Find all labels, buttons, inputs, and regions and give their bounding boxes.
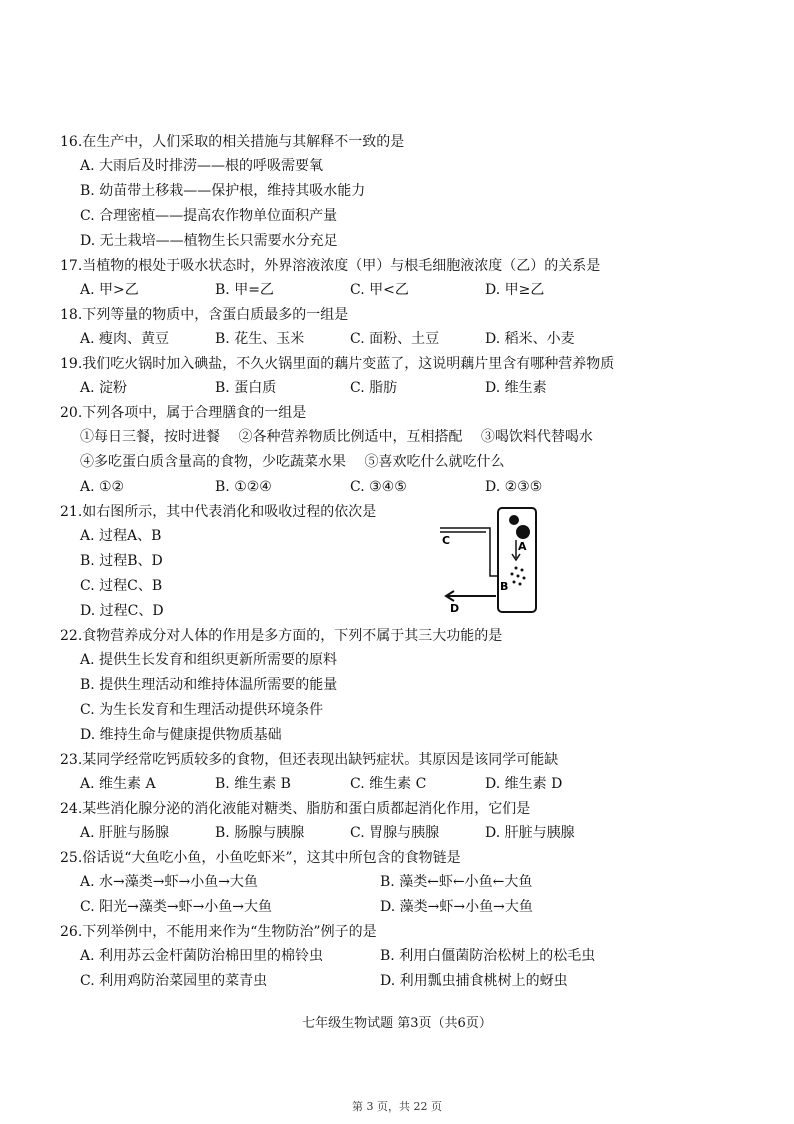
option-b: B. 肠腺与胰腺 xyxy=(215,825,305,841)
option-b: B. 幼苗带土移栽——保护根，维持其吸水能力 xyxy=(80,183,366,199)
option-a: A. 大雨后及时排涝——根的呼吸需要氧 xyxy=(80,158,324,174)
question-25 xyxy=(60,846,680,920)
options-row xyxy=(60,278,680,303)
option-d: D. 利用瓢虫捕食桃树上的蚜虫 xyxy=(380,973,568,989)
option-c: C. ③④⑤ xyxy=(350,479,407,495)
label-d: D xyxy=(450,602,460,615)
option-a: A. ①② xyxy=(80,479,125,495)
option-d: D. 无土栽培——植物生长只需要水分充足 xyxy=(80,233,338,249)
statement: ④多吃蛋白质含量高的食物，少吃蔬菜水果 xyxy=(80,454,346,470)
option-d: D. 维生素 D xyxy=(485,776,563,792)
option-c: C. 脂肪 xyxy=(350,380,398,396)
question-stem: 19.我们吃火锅时加入碘盐，不久火锅里面的藕片变蓝了，这说明藕片里含有哪种营养物质 xyxy=(60,356,615,372)
option-a: A. 甲>乙 xyxy=(80,282,139,298)
option-d: D. 藻类→虾→小鱼→大鱼 xyxy=(380,899,533,915)
option-c: C. 维生素 C xyxy=(350,776,427,792)
label-b: B xyxy=(500,580,509,593)
label-a: A xyxy=(518,540,527,553)
question-stem: 16.在生产中，人们采取的相关措施与其解释不一致的是 xyxy=(60,134,405,150)
statement: ⑤喜欢吃什么就吃什么 xyxy=(364,454,505,470)
option-a: A. 瘦肉、黄豆 xyxy=(80,331,170,347)
option-d: D. 过程C、D xyxy=(80,603,164,619)
option-a: A. 提供生长发育和组织更新所需要的原料 xyxy=(80,652,338,668)
question-21 xyxy=(60,500,680,624)
option-a: A. 水→藻类→虾→小鱼→大鱼 xyxy=(80,874,258,890)
option-c: C. 合理密植——提高农作物单位面积产量 xyxy=(80,208,338,224)
question-stem: 25.俗话说“大鱼吃小鱼，小鱼吃虾米”，这其中所包含的食物链是 xyxy=(60,850,461,866)
option-b: B. 利用白僵菌防治松树上的松毛虫 xyxy=(380,948,596,964)
option-b: B. 甲=乙 xyxy=(215,282,274,298)
food-particle xyxy=(509,515,519,525)
option-b: B. 提供生理活动和维持体温所需要的能量 xyxy=(80,677,338,693)
question-23 xyxy=(60,748,680,797)
option-d: D. 维持生命与健康提供物质基础 xyxy=(80,727,282,743)
option-b: B. 蛋白质 xyxy=(215,380,277,396)
option-c: C. 甲<乙 xyxy=(350,282,409,298)
option-c: C. 利用鸡防治菜园里的菜青虫 xyxy=(80,973,268,989)
food-particle xyxy=(516,525,530,539)
options-row xyxy=(60,772,680,797)
option-c: C. 阳光→藻类→虾→小鱼→大鱼 xyxy=(80,899,273,915)
option-a: A. 维生素 A xyxy=(80,776,156,792)
question-stem: 18.下列等量的物质中，含蛋白质最多的一组是 xyxy=(60,307,349,323)
page-footer: 七年级生物试题 第3页（共6页） xyxy=(302,1016,492,1031)
option-c: C. 面粉、土豆 xyxy=(350,331,440,347)
option-b: B. 花生、玉米 xyxy=(215,331,305,347)
statement-row xyxy=(60,450,680,475)
question-26 xyxy=(60,920,680,994)
option-d: D. 肝脏与胰腺 xyxy=(485,825,575,841)
options-row xyxy=(60,376,680,401)
options-row xyxy=(60,821,680,846)
question-16 xyxy=(60,130,680,254)
option-d: D. 稻米、小麦 xyxy=(485,331,575,347)
option-b: B. 过程B、D xyxy=(80,553,163,569)
statement: ③喝饮料代替喝水 xyxy=(480,429,593,445)
question-stem: 23.某同学经常吃钙质较多的食物，但还表现出缺钙症状。其原因是该同学可能缺 xyxy=(60,752,559,768)
question-18 xyxy=(60,303,680,352)
statement: ②各种营养物质比例适中，互相搭配 xyxy=(238,429,463,445)
option-a: A. 肝脏与肠腺 xyxy=(80,825,170,841)
option-d: D. 甲≥乙 xyxy=(485,282,545,298)
option-b: B. ①②④ xyxy=(215,479,272,495)
option-c: C. 为生长发育和生理活动提供环境条件 xyxy=(80,702,324,718)
question-stem: 21.如右图所示，其中代表消化和吸收过程的依次是 xyxy=(60,504,377,520)
option-a: A. 淀粉 xyxy=(80,380,128,396)
option-c: C. 过程C、B xyxy=(80,578,163,594)
statement: ①每日三餐，按时进餐 xyxy=(80,429,220,445)
option-c: C. 胃腺与胰腺 xyxy=(350,825,440,841)
question-17 xyxy=(60,254,680,303)
options-row xyxy=(60,475,680,500)
option-d: D. 维生素 xyxy=(485,380,547,396)
options-row xyxy=(60,944,680,969)
small-particles xyxy=(511,567,526,586)
option-a: A. 过程A、B xyxy=(80,528,162,544)
question-22 xyxy=(60,624,680,748)
question-19 xyxy=(60,352,680,401)
option-a: A. 利用苏云金杆菌防治棉田里的棉铃虫 xyxy=(80,948,324,964)
question-stem: 17.当植物的根处于吸水状态时，外界溶液浓度（甲）与根毛细胞液浓度（乙）的关系是 xyxy=(60,258,601,274)
statement-row xyxy=(60,425,680,450)
question-stem: 24.某些消化腺分泌的消化液能对糖类、脂肪和蛋白质都起消化作用，它们是 xyxy=(60,801,531,817)
options-row xyxy=(60,870,680,895)
question-stem: 22.食物营养成分对人体的作用是多方面的，下列不属于其三大功能的是 xyxy=(60,628,503,644)
options-row xyxy=(60,969,680,994)
option-b: B. 藻类←虾←小鱼←大鱼 xyxy=(380,874,533,890)
digestion-diagram xyxy=(438,506,568,618)
page-counter: 第 3 页，共 22 页 xyxy=(352,1100,442,1113)
question-stem: 20.下列各项中，属于合理膳食的一组是 xyxy=(60,405,307,421)
label-c: C xyxy=(442,534,451,547)
question-stem: 26.下列举例中，不能用来作为“生物防治”例子的是 xyxy=(60,924,377,940)
question-20 xyxy=(60,401,680,500)
question-list xyxy=(60,130,680,994)
option-d: D. ②③⑤ xyxy=(485,479,543,495)
options-row xyxy=(60,895,680,920)
option-b: B. 维生素 B xyxy=(215,776,291,792)
options-row xyxy=(60,327,680,352)
question-24 xyxy=(60,797,680,846)
